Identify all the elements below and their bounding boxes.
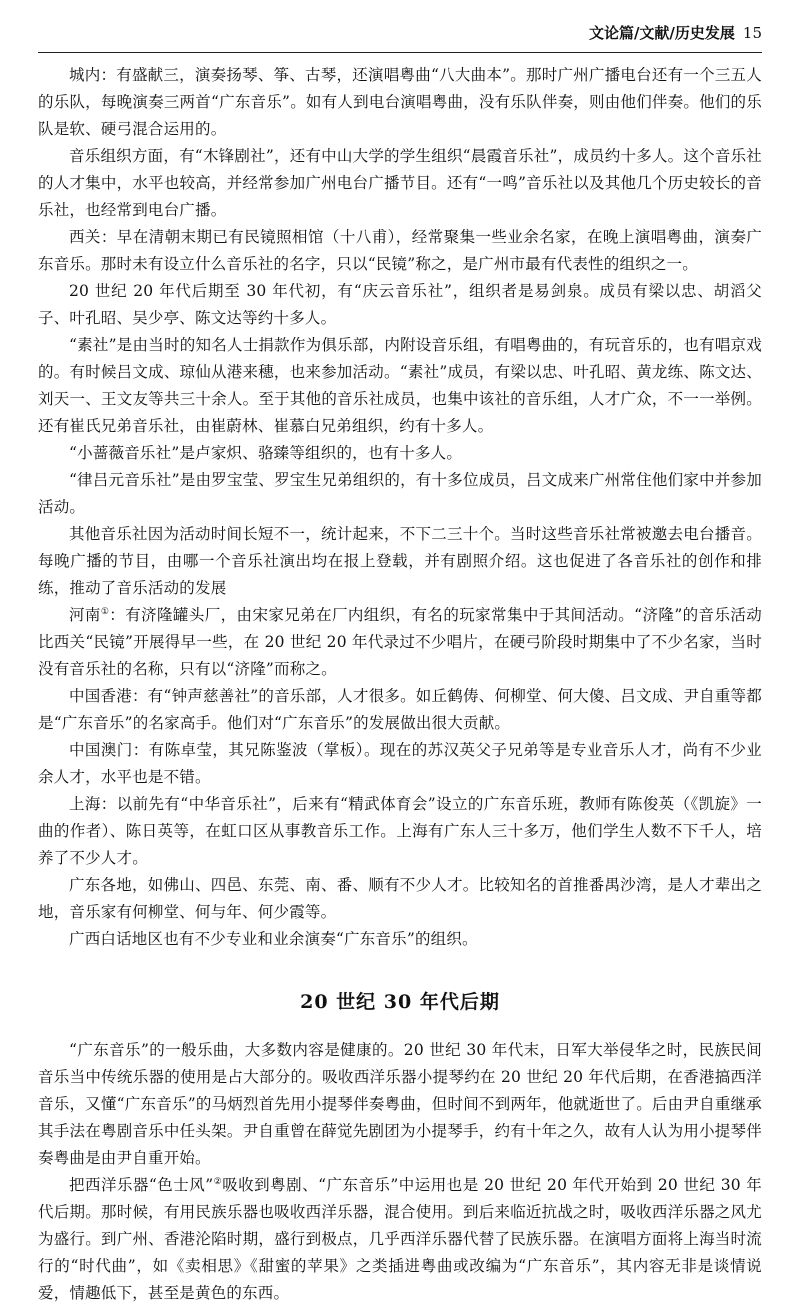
paragraph: 中国香港：有“钟声慈善社”的音乐部，人才很多。如丘鹤俦、何柳堂、何大傻、吕文成、尹自重等都是“广东音乐”的名家高手。他们对“广东音乐”的发展做出很大贡献。 [38,687,762,732]
paragraph: 音乐组织方面，有“木锋剧社”，还有中山大学的学生组织“晨霞音乐社”，成员约十多人。这个音乐社的人才集中，水平也较高，并经常参加广州电台广播节目。还有“一鸣”音乐社以及其他几个历史较长的音乐社，也经常到电台广播。 [38,147,762,219]
paragraph-text: ：有济隆罐头厂，由宋家兄弟在厂内组织，有名的玩家常集中于其间活动。“济隆”的音乐活动比西关“民镜”开展得早一些，在 20 世纪 20 年代录过不少唱片，在硬弓阶段时期集中了不少名家，当时没有音乐社的名称，只有以“济隆”而称之。 [38,606,762,678]
paragraph-lead: 河南 [69,606,101,624]
paragraph: 其他音乐社因为活动时间长短不一，统计起来，不下二三十个。当时这些音乐社常被邀去电台播音。每晚广播的节目，由哪一个音乐社演出均在报上登载，并有剧照介绍。这也促进了各音乐社的创作和排练，推动了音乐活动的发展 [38,525,762,597]
paragraph: “广东音乐”的一般乐曲，大多数内容是健康的。20 世纪 30 年代末，日军大举侵华之时，民族民间音乐当中传统乐器的使用是占大部分的。吸收西洋乐器小提琴约在 20 世纪 20 年代后期，在香港搞西洋音乐，又懂“广东音乐”的马炳烈首先用小提琴伴奏粤曲，但时间不到两年，他就逝世了。后由尹自重继承其手法在粤剧音乐中任头架。尹自重曾在薛觉先剧团为小提琴手，约有十年之久，故有人认为用小提琴伴奏粤曲是由尹自重开始。 [38,1041,762,1167]
paragraph: “小蔷薇音乐社”是卢家炽、骆臻等组织的，也有十多人。 [69,444,463,462]
paragraph: 20 世纪 20 年代后期至 30 年代初，有“庆云音乐社”，组织者是易剑泉。成员有梁以忠、胡滔父子、叶孔昭、吴少亭、陈文达等约十多人。 [38,282,762,327]
paragraph: 广东各地，如佛山、四邑、东莞、南、番、顺有不少人才。比较知名的首推番禺沙湾，是人才辈出之地，音乐家有何柳堂、何与年、何少霞等。 [38,876,762,921]
paragraph: 城内：有盛献三，演奏扬琴、筝、古琴，还演唱粤曲“八大曲本”。那时广州广播电台还有一个三五人的乐队，每晚演奏三两首“广东音乐”。如有人到电台演唱粤曲，没有乐队伴奏，则由他们伴奏。他们的乐队是软、硬弓混合运用的。 [38,66,762,138]
footnote-marker: ② [213,1176,223,1187]
header-title: 文论篇/文献/历史发展 [588,24,735,42]
page-body [38,62,762,1307]
paragraph: 上海：以前先有“中华音乐社”，后来有“精武体育会”设立的广东音乐班，教师有陈俊英（《凯旋》一曲的作者）、陈日英等，在虹口区从事教音乐工作。上海有广东人三十多万，他们学生人数不下千人，培养了不少人才。 [38,795,762,867]
running-header [38,22,762,46]
paragraph: “素社”是由当时的知名人士捐款作为俱乐部，内附设音乐组，有唱粤曲的，有玩音乐的，也有唱京戏的。有时候吕文成、琼仙从港来穗，也来参加活动。“素社”成员，有梁以忠、叶孔昭、黄龙练、陈文达、刘天一、王文友等共三十余人。至于其他的音乐社成员，也集中该社的音乐组，人才广众，不一一举例。还有崔氏兄弟音乐社，由崔蔚林、崔慕白兄弟组织，约有十多人。 [38,336,762,435]
paragraph: 中国澳门：有陈卓莹，其兄陈鉴波（掌板）。现在的苏汉英父子兄弟等是专业音乐人才，尚有不少业余人才，水平也是不错。 [38,741,762,786]
paragraph [38,602,762,683]
paragraph: “律吕元音乐社”是由罗宝莹、罗宝生兄弟组织的，有十多位成员，吕文成来广州常住他们家中并参加活动。 [38,471,762,516]
section-title: 20 世纪 30 年代后期 [300,991,500,1013]
paragraph: 西关：早在清朝末期已有民镜照相馆（十八甫），经常聚集一些业余名家，在晚上演唱粤曲，演奏广东音乐。那时未有设立什么音乐社的名字，只以“民镜”称之，是广州市最有代表性的组织之一。 [38,228,762,273]
paragraph: 广西白话地区也有不少专业和业余演奏“广东音乐”的组织。 [69,930,478,948]
paragraph-text: 吸收到粤剧、“广东音乐”中运用也是 20 世纪 20 年代开始到 20 世纪 30 年代后期。那时候，有用民族乐器也吸收西洋乐器，混合使用。到后来临近抗战之时，吸收西洋乐器之风尤为盛行。到广州、香港沦陷时期，盛行到极点，几乎西洋乐器代替了民族乐器。在演唱方面将上海当时流行的“时代曲”，如《卖相思》《甜蜜的苹果》之类插进粤曲或改编为“广东音乐”，其内容无非是谈情说爱，情趣低下，甚至是黄色的东西。 [38,1176,762,1302]
footnote-marker: ① [100,606,110,617]
page-number: 15 [742,24,762,42]
paragraph-lead: 把西洋乐器“色士风” [69,1176,214,1194]
header-rule [38,52,762,53]
paragraph [38,1172,762,1307]
